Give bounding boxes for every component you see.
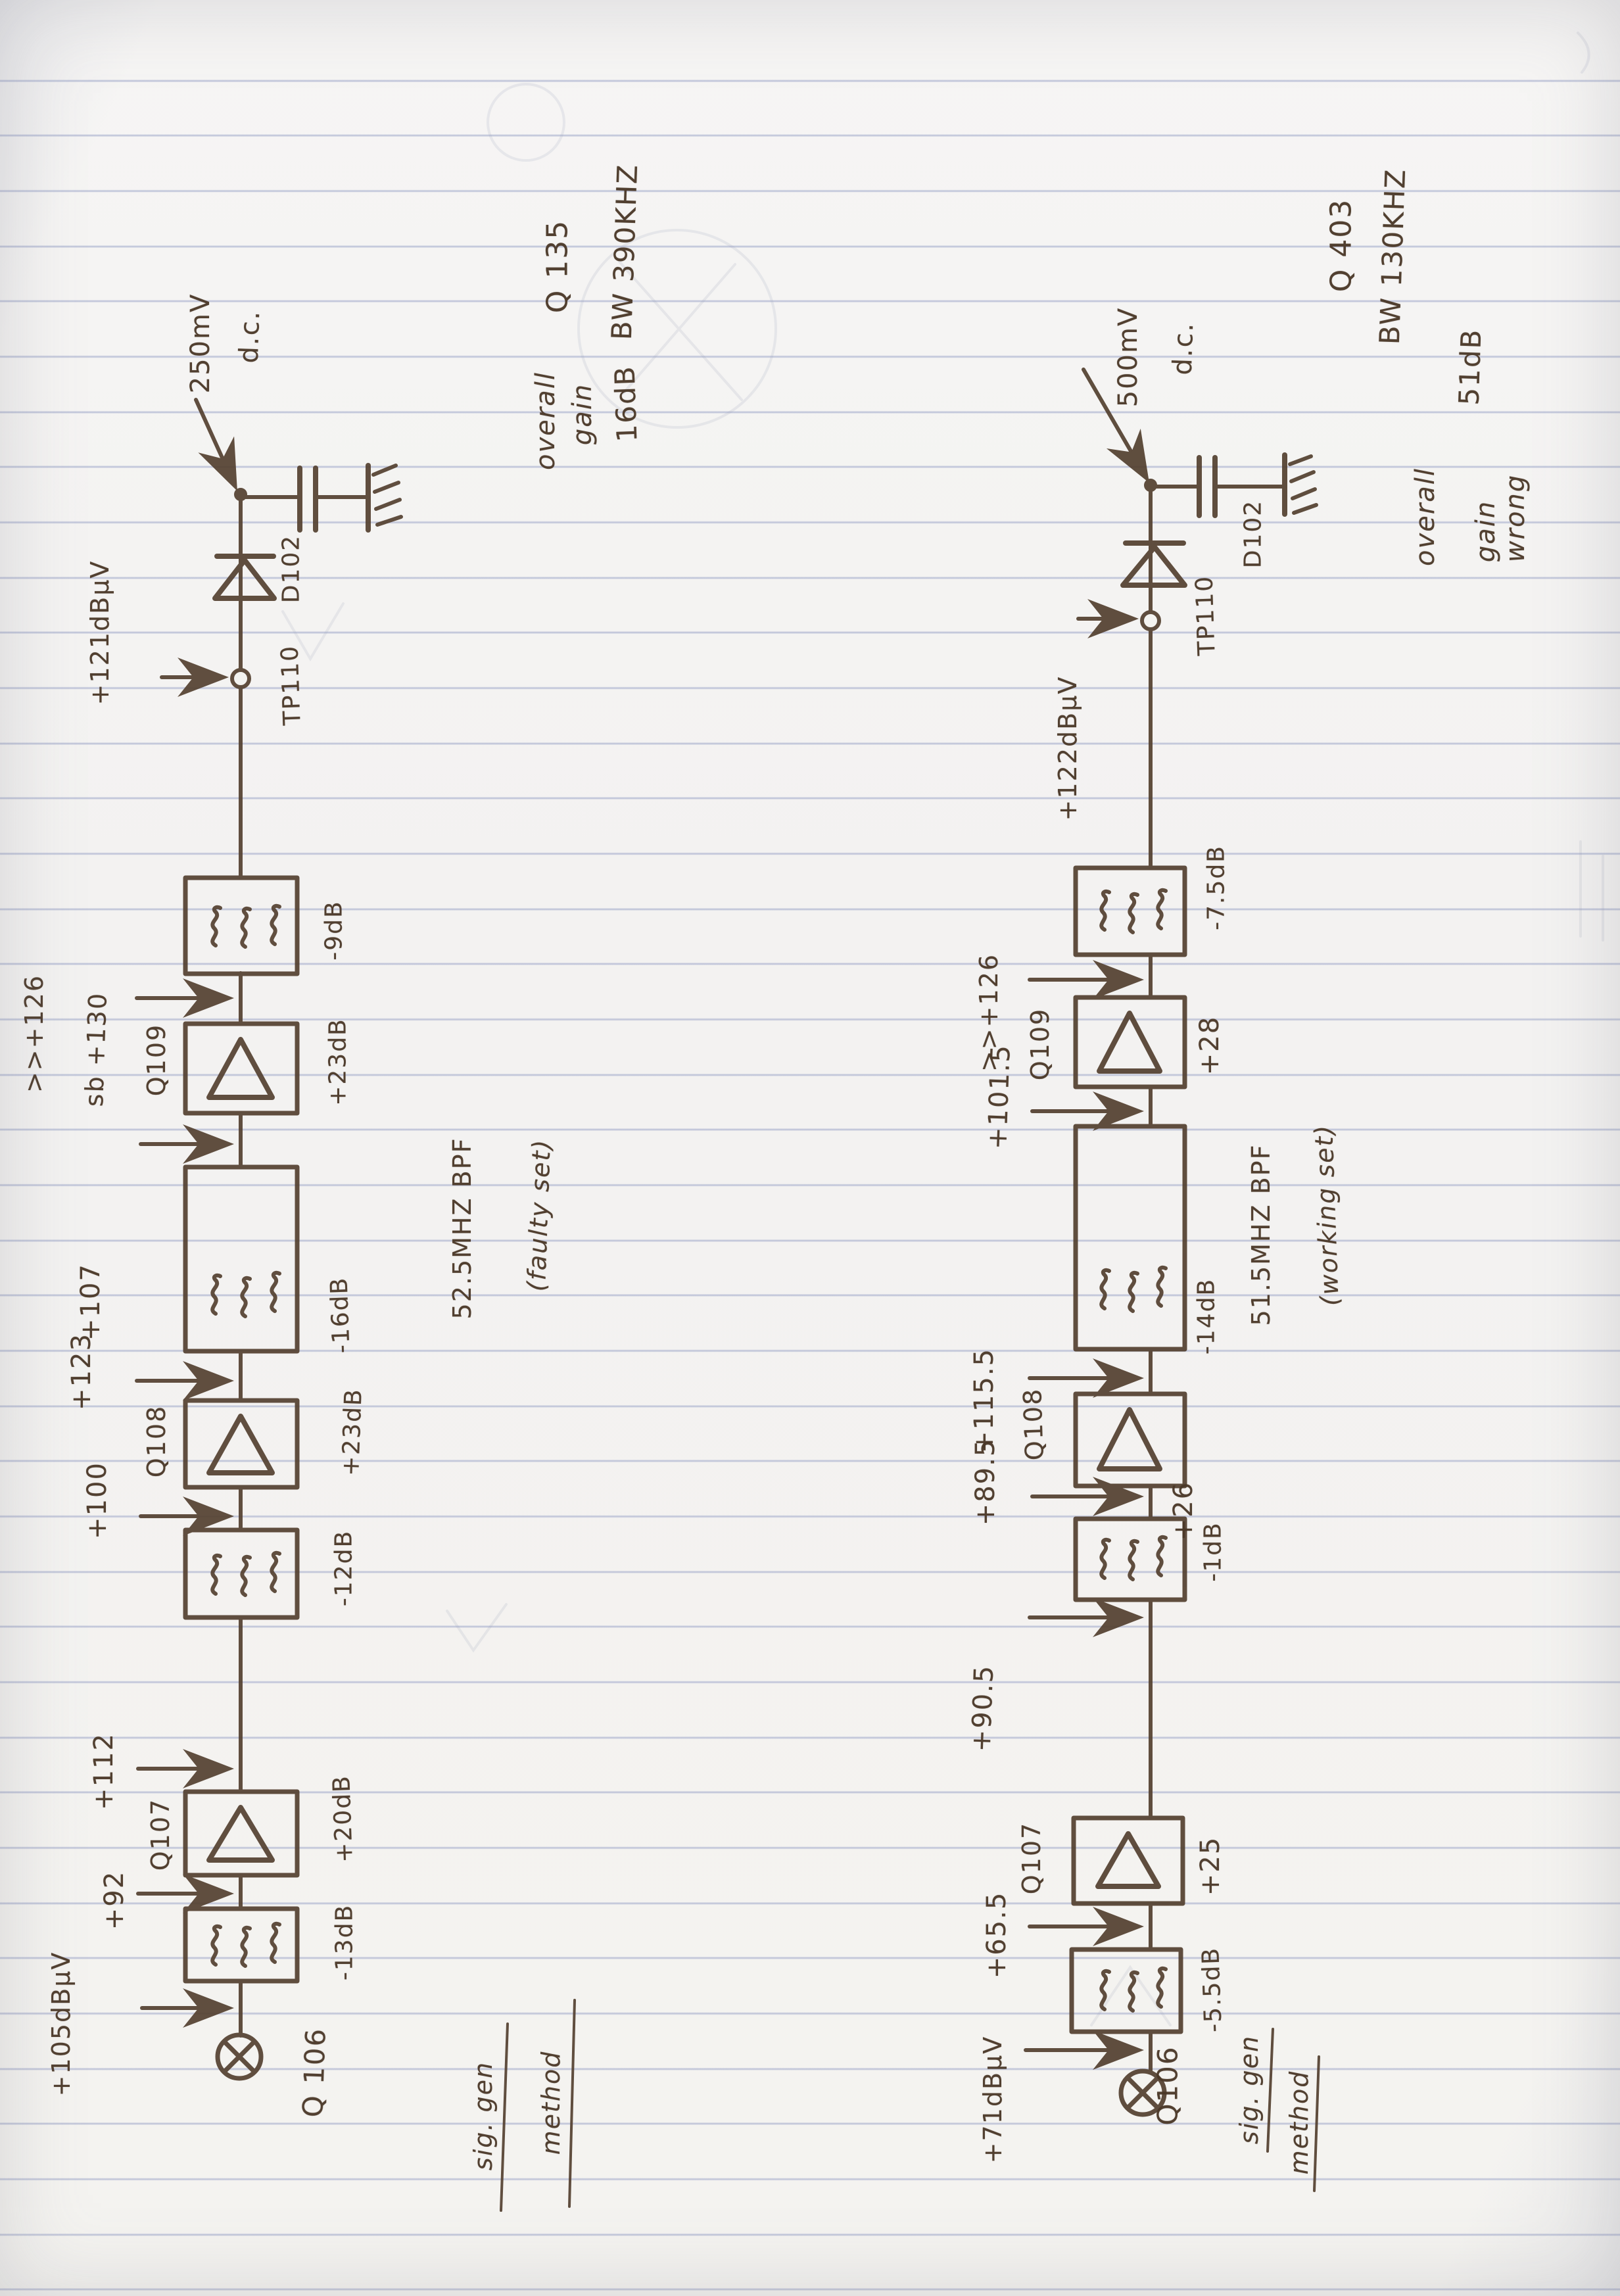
left-method-underline — [501, 2024, 508, 2211]
left-amp2-designator: Q108 — [142, 1404, 171, 1478]
right-amp2-gain: +26 — [1168, 1481, 1199, 1541]
right-bpf-note: 51.5MHZ BPF — [1247, 1143, 1275, 1326]
right-filter1-gain: -5.5dB — [1197, 1946, 1227, 2033]
left-filter1-gain: -13dB — [331, 1903, 358, 1981]
left-ground-icon — [368, 466, 401, 530]
left-output-arrow-icon — [196, 400, 234, 484]
left-source-designator: Q 106 — [297, 2026, 332, 2118]
right-filter3-box — [1076, 1126, 1185, 1349]
left-filter2-gain: -12dB — [330, 1529, 358, 1607]
left-overall-value: 16dB — [608, 364, 644, 443]
left-level-92: +92 — [99, 1870, 130, 1930]
left-expected-level-1: >>+126 — [20, 974, 49, 1093]
right-amp1-designator: Q107 — [1017, 1821, 1046, 1895]
left-diode-icon — [215, 556, 274, 598]
left-amp2-gain: +23dB — [337, 1387, 368, 1477]
left-overall-word2: gain — [567, 383, 598, 446]
left-amp3-gain: +23dB — [324, 1018, 352, 1106]
right-overall-note: wrong — [1500, 473, 1531, 563]
left-level-112: +112 — [89, 1733, 119, 1810]
left-level-107: +107 — [76, 1263, 106, 1341]
left-overall-word1: overall — [531, 371, 561, 470]
left-device-note: Q 135 — [540, 219, 575, 314]
left-method-line1: sig. gen — [469, 2061, 498, 2171]
right-source-level: +71dBμV — [978, 2035, 1007, 2164]
right-method-line1: sig. gen — [1235, 2034, 1264, 2145]
right-amp3-gain: +28 — [1195, 1015, 1225, 1076]
right-filter3-gain: -14dB — [1193, 1278, 1220, 1355]
left-level-100: +100 — [82, 1462, 112, 1539]
left-output-level: 250mV — [185, 293, 216, 394]
right-overall-word2: gain — [1471, 500, 1501, 563]
right-amp3-designator: Q109 — [1026, 1007, 1055, 1081]
left-expected-level-2: sb +130 — [79, 992, 113, 1107]
left-method-underline — [569, 2000, 575, 2207]
right-testpoint-level: +122dBμV — [1053, 675, 1082, 821]
left-bpf-note: 52.5MHZ BPF — [448, 1137, 477, 1320]
right-overall-word1: overall — [1410, 467, 1441, 566]
left-testpoint-level: +121dBμV — [85, 560, 114, 706]
right-filter2-gain: -1dB — [1199, 1521, 1227, 1582]
left-bandwidth-note: BW 390KHZ — [605, 163, 644, 341]
right-testpoint-icon — [1142, 612, 1159, 629]
left-level-123: +123 — [66, 1333, 97, 1410]
right-device-note: Q 403 — [1324, 198, 1358, 293]
left-amp1-gain: +20dB — [328, 1774, 358, 1863]
left-testpoint-label: TP110 — [276, 644, 306, 726]
left-source-icon — [218, 2035, 261, 2078]
right-level-90-5: +90.5 — [966, 1663, 1000, 1753]
right-diode-icon — [1123, 543, 1185, 585]
right-expected-level-1: >>+126 — [974, 953, 1003, 1072]
right-amp2-designator: Q108 — [1018, 1387, 1049, 1461]
left-source-level: +105dBμV — [47, 1951, 76, 2097]
right-method-underline — [1314, 2057, 1319, 2191]
left-amp3-designator: Q109 — [142, 1023, 171, 1097]
right-set-note: (working set) — [1309, 1124, 1345, 1306]
left-diode-label: D102 — [277, 534, 305, 604]
left-filter-squiggle-icons — [212, 906, 279, 1966]
left-method-line2: method — [536, 2050, 565, 2155]
right-ground-icon — [1285, 455, 1316, 514]
right-level-115-5: +115.5 — [969, 1347, 999, 1454]
right-diode-label: D102 — [1239, 499, 1267, 569]
right-testpoint-label: TP110 — [1191, 575, 1221, 656]
right-level-89-5: +89.5 — [970, 1438, 1001, 1526]
right-output-level: 500mV — [1113, 306, 1143, 408]
left-filter3-box — [185, 1167, 297, 1351]
left-output-coupling: d.c. — [233, 309, 266, 364]
right-output-coupling: d.c. — [1167, 321, 1200, 376]
left-amp1-designator: Q107 — [146, 1798, 175, 1871]
right-filter4-gain: -7.5dB — [1203, 845, 1230, 930]
right-level-101-5: +101.5 — [982, 1043, 1016, 1150]
left-testpoint-icon — [232, 670, 249, 687]
right-method-line2: method — [1285, 2070, 1314, 2175]
left-filter4-gain: -9dB — [320, 900, 348, 961]
right-overall-value: 51dB — [1452, 327, 1488, 406]
right-source-designator: Q106 — [1151, 2045, 1184, 2126]
left-filter3-gain: -16dB — [325, 1276, 356, 1354]
left-capacitor-icon — [245, 468, 366, 530]
right-amp1-box — [1074, 1818, 1183, 1903]
left-set-note: (faulty set) — [521, 1138, 557, 1292]
right-bandwidth-note: BW 130KHZ — [1373, 168, 1412, 345]
right-method-underline — [1268, 2029, 1273, 2151]
right-level-65-5: +65.5 — [982, 1891, 1012, 1979]
right-amp1-gain: +25 — [1195, 1836, 1226, 1896]
right-filter1-box — [1072, 1949, 1181, 2032]
